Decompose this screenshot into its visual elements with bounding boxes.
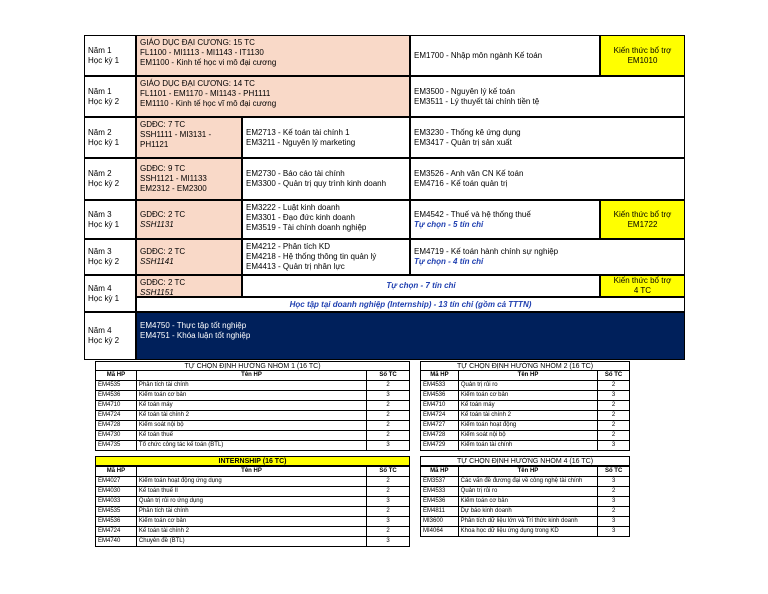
course-credits: 2 — [598, 421, 630, 431]
course-code: EM4728 — [96, 421, 137, 431]
table-row — [421, 487, 630, 497]
course-name: Các vấn đề đương đại về công nghệ tài chính — [458, 477, 598, 487]
col-credits: Số TC — [598, 467, 630, 477]
table-row — [421, 477, 630, 487]
row6-core-courses: EM4212 - Phân tích KD EM4218 - Hệ thống thông tin quản lý EM4413 - Quản trị nhân lực — [242, 239, 410, 275]
table-row — [421, 507, 630, 517]
course-code: EM4724 — [96, 411, 137, 421]
course-code: MI4064 — [421, 527, 459, 537]
row7-supplementary: Kiến thức bổ trợ 4 TC — [600, 275, 685, 297]
course-credits: 2 — [598, 381, 630, 391]
row4-core-courses: EM2730 - Báo cáo tài chính EM3300 - Quản trị quy trình kinh doanh — [242, 158, 410, 200]
row4-label: Năm 2 Học kỳ 2 — [84, 158, 136, 200]
row6-major-courses: EM4719 - Kế toán hành chính sự nghiệp Tự chọn - 4 tín chỉ — [410, 239, 685, 275]
row2-major-courses: EM3500 - Nguyên lý kế toán EM3511 - Lý thuyết tài chính tiền tệ — [410, 76, 685, 117]
course-name: Kiểm toán hoạt động ứng dụng — [136, 477, 366, 487]
course-code: EM4535 — [96, 507, 137, 517]
row1-label: Năm 1 Học kỳ 1 — [84, 35, 136, 76]
table-row — [96, 381, 410, 391]
course-code: EM4728 — [421, 431, 459, 441]
row8-graduation: EM4750 - Thực tập tốt nghiệp EM4751 - Khóa luận tốt nghiệp — [136, 312, 685, 360]
table-row — [96, 411, 410, 421]
table-header-row — [96, 371, 410, 381]
course-code: EM4533 — [421, 381, 459, 391]
course-credits: 3 — [598, 477, 630, 487]
col-credits: Số TC — [367, 467, 410, 477]
row6-general-education: GDĐC: 2 TC SSH1141 — [136, 239, 242, 275]
course-credits: 2 — [367, 487, 410, 497]
group1-table — [95, 370, 410, 451]
course-name: Phân tích dữ liệu lớn và Trí thức kinh doanh — [458, 517, 598, 527]
course-name: Kiểm toán cơ bản — [136, 391, 366, 401]
course-name: Kiểm toán cơ bản — [458, 497, 598, 507]
table-row — [421, 421, 630, 431]
table-row — [96, 507, 410, 517]
course-code: MI3600 — [421, 517, 459, 527]
course-credits: 3 — [367, 537, 410, 547]
table-header-row — [421, 371, 630, 381]
course-credits: 2 — [598, 507, 630, 517]
course-code: EM4033 — [96, 497, 137, 507]
table-row — [96, 391, 410, 401]
internship-table — [95, 466, 410, 547]
table-row — [96, 477, 410, 487]
course-name: Tổ chức công tác kế toán (BTL) — [136, 441, 366, 451]
course-name: Kế toán tài chính 2 — [136, 527, 366, 537]
course-credits: 3 — [367, 517, 410, 527]
course-credits: 2 — [367, 507, 410, 517]
course-name: Kế toán tài chính 2 — [136, 411, 366, 421]
row1-general-education: GIÁO DỤC ĐẠI CƯƠNG: 15 TC FL1100 - MI1113 - MI1143 - IT1130 EM1100 - Kinh tế học vi mô đại cương — [136, 35, 410, 76]
table-row — [421, 497, 630, 507]
course-name: Kế toán máy — [458, 401, 597, 411]
course-credits: 3 — [598, 441, 630, 451]
course-credits: 3 — [367, 441, 410, 451]
row3-general-education: GDĐC: 7 TC SSH1111 - MI3131 - PH1121 — [136, 117, 242, 158]
row4-major-courses: EM3526 - Anh văn CN Kế toán EM4716 - Kế toán quản trị — [410, 158, 685, 200]
table-row — [96, 401, 410, 411]
course-code: EM3537 — [421, 477, 459, 487]
course-credits: 2 — [367, 527, 410, 537]
table-row — [96, 537, 410, 547]
course-code: EM4536 — [421, 391, 459, 401]
row6-label: Năm 3 Học kỳ 2 — [84, 239, 136, 275]
group2-title: TỰ CHỌN ĐỊNH HƯỚNG NHÓM 2 (16 TC) — [420, 361, 630, 371]
col-code: Mã HP — [96, 467, 137, 477]
course-code: EM4729 — [421, 441, 459, 451]
course-credits: 3 — [598, 497, 630, 507]
course-code: EM4740 — [96, 537, 137, 547]
row4-general-education: GDĐC: 9 TC SSH1121 - MI1133 EM2312 - EM2300 — [136, 158, 242, 200]
course-name: Kế toán thuế II — [136, 487, 366, 497]
row5-major-courses: EM4542 - Thuế và hệ thống thuế Tự chọn - 5 tín chỉ — [410, 200, 600, 239]
table-header-row — [96, 467, 410, 477]
row1-major-courses: EM1700 - Nhập môn ngành Kế toán — [410, 35, 600, 76]
row5-supplementary: Kiến thức bổ trợ EM1722 — [600, 200, 685, 239]
row3-major-courses: EM3230 - Thống kê ứng dụng EM3417 - Quản trị sản xuất — [410, 117, 685, 158]
course-code: EM4535 — [96, 381, 137, 391]
course-code: EM4710 — [421, 401, 459, 411]
course-credits: 3 — [367, 391, 410, 401]
row7-general-education: GDĐC: 2 TC SSH1151 — [136, 275, 242, 297]
row7-label: Năm 4 Học kỳ 1 — [84, 275, 136, 312]
row5-label: Năm 3 Học kỳ 1 — [84, 200, 136, 239]
table-row — [96, 527, 410, 537]
course-credits: 3 — [367, 497, 410, 507]
table-row — [96, 517, 410, 527]
course-name: Quản trị rủi ro ứng dụng — [136, 497, 366, 507]
col-code: Mã HP — [96, 371, 137, 381]
course-credits: 2 — [367, 421, 410, 431]
course-name: Kiểm toán tài chính — [458, 441, 597, 451]
row2-general-education: GIÁO DỤC ĐẠI CƯƠNG: 14 TC FL1101 - EM1170 - MI1143 - PH1111 EM1110 - Kinh tế học vĩ mô đại cương — [136, 76, 410, 117]
course-name: Kiểm soát nội bộ — [458, 431, 597, 441]
table-row — [421, 527, 630, 537]
group2-table — [420, 370, 630, 451]
course-code: EM4030 — [96, 487, 137, 497]
course-name: Quản trị rủi ro — [458, 381, 597, 391]
row5-general-education: GDĐC: 2 TC SSH1131 — [136, 200, 242, 239]
course-credits: 2 — [598, 401, 630, 411]
table-row — [421, 517, 630, 527]
course-credits: 3 — [598, 517, 630, 527]
course-name: Kiểm toán hoạt động — [458, 421, 597, 431]
course-code: EM4536 — [96, 517, 137, 527]
course-name: Phân tích tài chính — [136, 507, 366, 517]
col-name: Tên HP — [136, 467, 366, 477]
course-credits: 2 — [367, 381, 410, 391]
table-row — [421, 411, 630, 421]
row8-label: Năm 4 Học kỳ 2 — [84, 312, 136, 360]
row2-label: Năm 1 Học kỳ 2 — [84, 76, 136, 117]
col-credits: Số TC — [367, 371, 410, 381]
course-code: EM4724 — [96, 527, 137, 537]
table-row — [421, 431, 630, 441]
course-code: EM4735 — [96, 441, 137, 451]
table-row — [421, 441, 630, 451]
course-code: EM4027 — [96, 477, 137, 487]
col-credits: Số TC — [598, 371, 630, 381]
table-row — [96, 441, 410, 451]
row3-core-courses: EM2713 - Kế toán tài chính 1 EM3211 - Nguyên lý marketing — [242, 117, 410, 158]
row7-elective: Tự chọn - 7 tín chỉ — [242, 275, 600, 297]
course-name: Kế toán máy — [136, 401, 366, 411]
row1-supplementary: Kiến thức bổ trợ EM1010 — [600, 35, 685, 76]
course-name: Kế toán thuế — [136, 431, 366, 441]
course-name: Dự báo kinh doanh — [458, 507, 598, 517]
table-header-row — [421, 467, 630, 477]
course-credits: 2 — [367, 431, 410, 441]
course-name: Quản trị rủi ro — [458, 487, 598, 497]
row3-label: Năm 2 Học kỳ 1 — [84, 117, 136, 158]
course-name: Chuyên đề (BTL) — [136, 537, 366, 547]
course-credits: 2 — [367, 411, 410, 421]
col-name: Tên HP — [458, 467, 598, 477]
table-row — [96, 421, 410, 431]
course-credits: 3 — [598, 391, 630, 401]
course-code: EM4533 — [421, 487, 459, 497]
course-credits: 2 — [598, 431, 630, 441]
course-name: Kiểm toán cơ bản — [136, 517, 366, 527]
course-name: Kế toán tài chính 2 — [458, 411, 597, 421]
course-credits: 2 — [598, 487, 630, 497]
table-row — [96, 431, 410, 441]
table-row — [421, 391, 630, 401]
col-name: Tên HP — [458, 371, 597, 381]
table-row — [96, 497, 410, 507]
course-credits: 2 — [598, 411, 630, 421]
course-code: EM4536 — [421, 497, 459, 507]
course-name: Kiểm soát nội bộ — [136, 421, 366, 431]
course-code: EM4727 — [421, 421, 459, 431]
table-row — [421, 401, 630, 411]
table-row — [96, 487, 410, 497]
row7-internship-banner: Học tập tại doanh nghiệp (Internship) - 13 tín chỉ (gồm cả TTTN) — [136, 297, 685, 312]
course-name: Khoa học dữ liệu ứng dụng trong KD — [458, 527, 598, 537]
course-code: EM4730 — [96, 431, 137, 441]
course-name: Kiểm toán cơ bản — [458, 391, 597, 401]
col-code: Mã HP — [421, 371, 459, 381]
col-code: Mã HP — [421, 467, 459, 477]
course-code: EM4710 — [96, 401, 137, 411]
course-code: EM4724 — [421, 411, 459, 421]
group1-title: TỰ CHỌN ĐỊNH HƯỚNG NHÓM 1 (16 TC) — [95, 361, 410, 371]
group4-table — [420, 466, 630, 537]
course-credits: 2 — [367, 477, 410, 487]
table-row — [421, 381, 630, 391]
course-code: EM4811 — [421, 507, 459, 517]
row5-core-courses: EM3222 - Luật kinh doanh EM3301 - Đạo đức kinh doanh EM3519 - Tài chính doanh nghiệp — [242, 200, 410, 239]
course-credits: 3 — [598, 527, 630, 537]
group4-title: TỰ CHỌN ĐỊNH HƯỚNG NHÓM 4 (16 TC) — [420, 456, 630, 466]
course-name: Phân tích tài chính — [136, 381, 366, 391]
course-code: EM4536 — [96, 391, 137, 401]
internship-group-title: INTERNSHIP (16 TC) — [95, 456, 410, 466]
col-name: Tên HP — [136, 371, 366, 381]
course-credits: 2 — [367, 401, 410, 411]
